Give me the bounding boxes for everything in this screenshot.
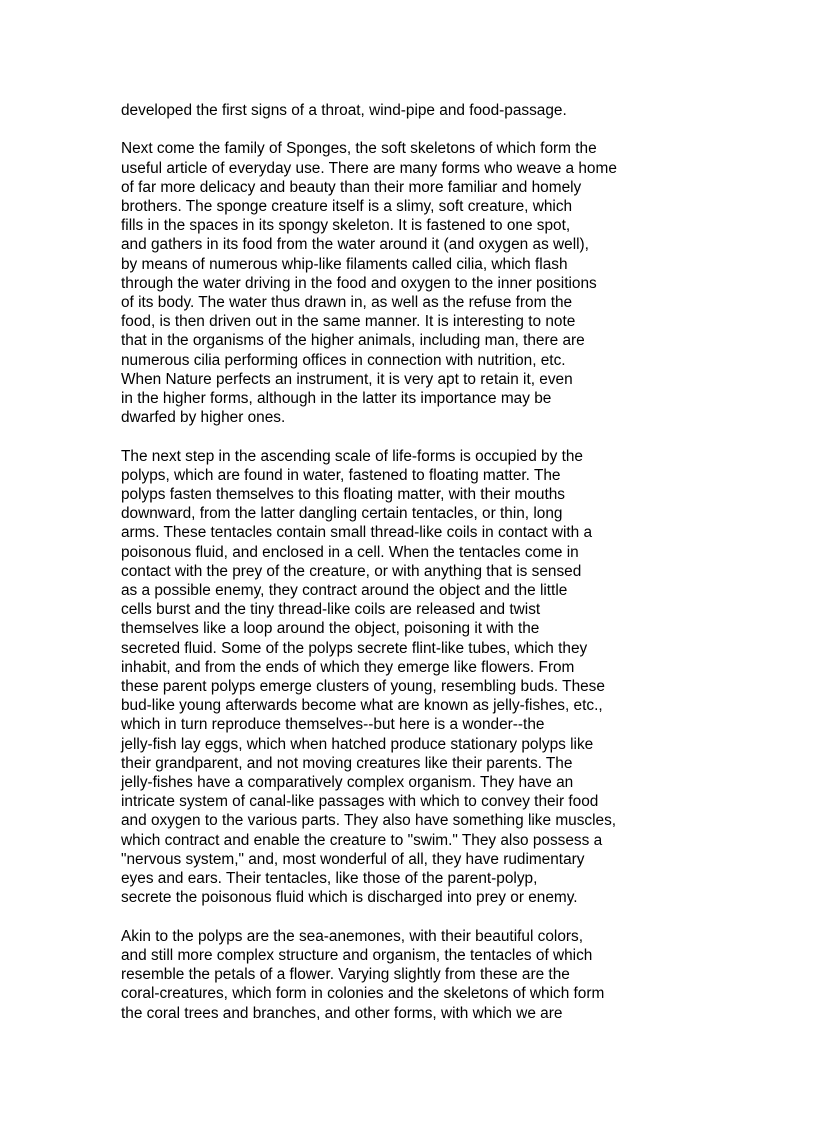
text-line: which in turn reproduce themselves--but here is a wonder--the [121,716,545,734]
text-line: through the water driving in the food and oxygen to the inner positions [121,274,597,292]
text-line: by means of numerous whip-like filaments called cilia, which flash [121,255,568,273]
paragraph [121,101,721,120]
text-line: that in the organisms of the higher animals, including man, there are [121,332,585,350]
text-line: Next come the family of Sponges, the soft skeletons of which form the [121,140,597,158]
text-line: jelly-fishes have a comparatively complex organism. They have an [121,774,574,792]
text-line: brothers. The sponge creature itself is a slimy, soft creature, which [121,198,573,215]
text-line: poisonous fluid, and enclosed in a cell. When the tentacles come in [121,543,579,561]
text-line: themselves like a loop around the object, poisoning it with the [121,620,540,638]
text-line: of its body. The water thus drawn in, as well as the refuse from the [121,294,573,312]
paragraph [121,447,721,908]
text-line: fills in the spaces in its spongy skeleton. It is fastened to one spot, [121,217,571,235]
text-line: Akin to the polyps are the sea-anemones, with their beautiful colors, [121,927,583,945]
text-line: useful article of everyday use. There are many forms who weave a home [121,159,617,177]
text-line: inhabit, and from the ends of which they emerge like flowers. From [121,658,575,676]
text-line: intricate system of canal-like passages with which to convey their food [121,793,599,811]
text-line: polyps fasten themselves to this floating matter, with their mouths [121,486,565,504]
text-line: numerous cilia performing offices in connection with nutrition, etc. [121,351,566,369]
text-line: bud-like young afterwards become what are known as jelly-fishes, etc., [121,697,603,715]
text-line: as a possible enemy, they contract around the object and the little [121,582,568,600]
text-line: food, is then driven out in the same manner. It is interesting to note [121,313,576,331]
text-line: coral-creatures, which form in colonies and the skeletons of which form [121,985,605,1003]
text-line: and still more complex structure and organism, the tentacles of which [121,946,593,964]
text-line: these parent polyps emerge clusters of young, resembling buds. These [121,678,605,696]
paragraph [121,139,721,427]
paragraph [121,927,721,1023]
text-line: and gathers in its food from the water around it (and oxygen as well), [121,236,589,254]
text-line: "nervous system," and, most wonderful of all, they have rudimentary [121,850,585,868]
text-line: in the higher forms, although in the latter its importance may be [121,390,552,408]
document-page [121,101,721,1042]
text-line: which contract and enable the creature to "swim." They also possess a [121,831,603,849]
text-line: polyps, which are found in water, fastened to floating matter. The [121,466,561,484]
text-line: downward, from the latter dangling certain tentacles, or thin, long [121,505,563,523]
text-line: eyes and ears. Their tentacles, like those of the parent-polyp, [121,870,538,888]
text-line: cells burst and the tiny thread-like coils are released and twist [121,601,541,619]
text-line: the coral trees and branches, and other forms, with which we are [121,1004,563,1022]
text-line: contact with the prey of the creature, or with anything that is sensed [121,562,582,580]
text-line: The next step in the ascending scale of life-forms is occupied by the [121,447,583,465]
text-line: When Nature perfects an instrument, it is very apt to retain it, even [121,370,573,388]
text-line: developed the first signs of a throat, wind-pipe and food-passage. [121,102,567,119]
text-line: secrete the poisonous fluid which is discharged into prey or enemy. [121,889,578,907]
text-line: of far more delicacy and beauty than their more familiar and homely [121,178,582,196]
text-line: their grandparent, and not moving creatures like their parents. The [121,754,573,772]
text-line: jelly-fish lay eggs, which when hatched produce stationary polyps like [121,735,594,753]
text-line: and oxygen to the various parts. They also have something like muscles, [121,812,617,830]
text-line: secreted fluid. Some of the polyps secrete flint-like tubes, which they [121,639,588,657]
text-line: arms. These tentacles contain small thread-like coils in contact with a [121,524,593,542]
body-text [121,101,721,1023]
text-line: resemble the petals of a flower. Varying slightly from these are the [121,966,570,984]
text-line: dwarfed by higher ones. [121,409,286,427]
